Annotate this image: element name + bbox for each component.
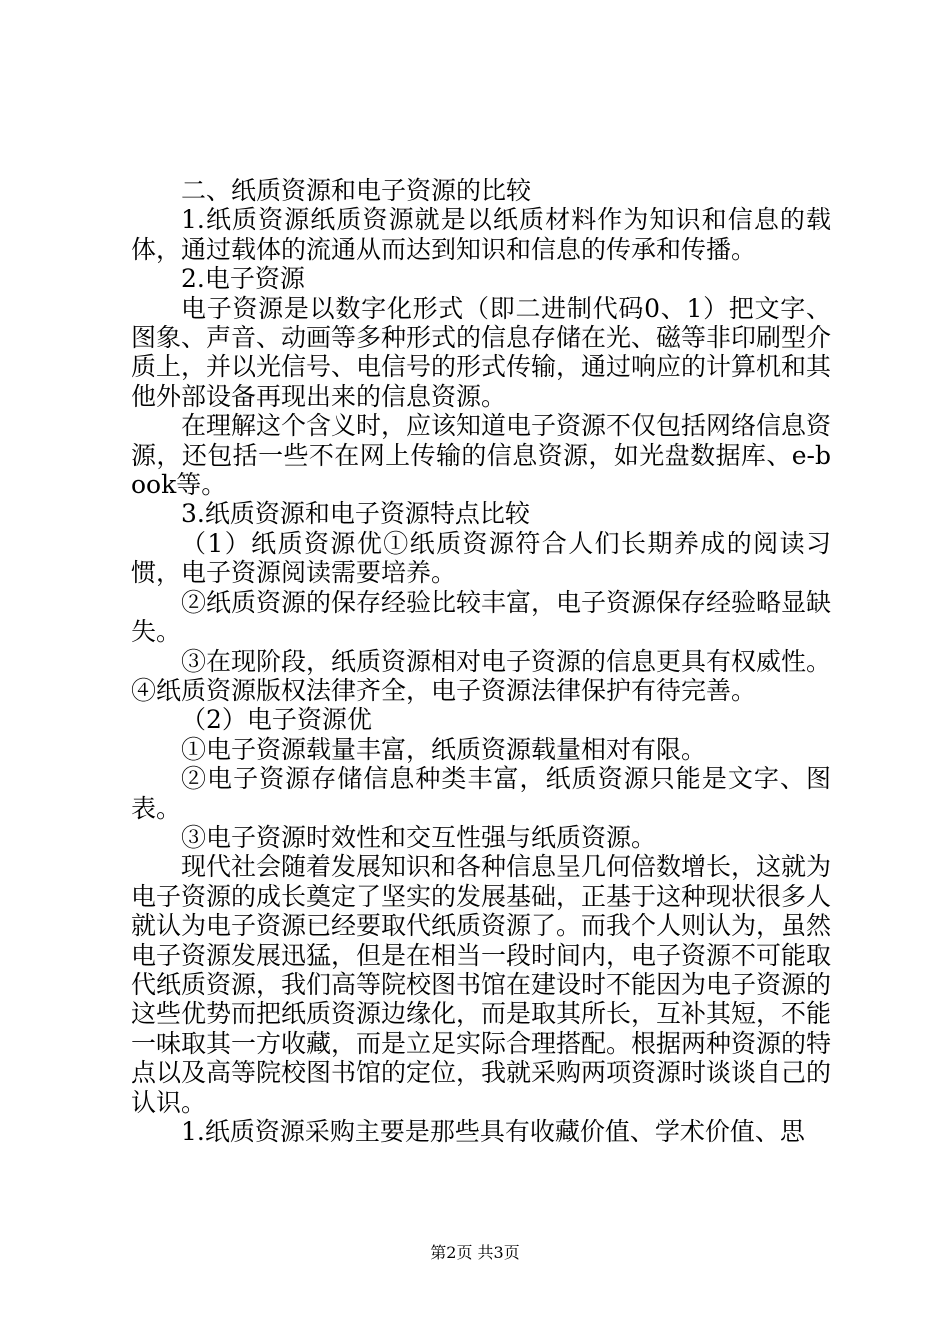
page-number-footer: 第2页 共3页 bbox=[430, 1243, 520, 1262]
paragraph-paper-advantage-2: ②纸质资源的保存经验比较丰富，电子资源保存经验略显缺失。 bbox=[131, 587, 832, 647]
section-heading: 二、纸质资源和电子资源的比较 bbox=[181, 176, 532, 205]
paragraph-purchase: 1.纸质资源采购主要是那些具有收藏价值、学术价值、思 bbox=[181, 1117, 805, 1146]
subheading-comparison: 3.纸质资源和电子资源特点比较 bbox=[181, 499, 530, 529]
paragraph-electronic-advantage-3: ③电子资源时效性和交互性强与纸质资源。 bbox=[181, 822, 657, 852]
paragraph-paper-advantage-3: ③在现阶段，纸质资源相对电子资源的信息更具有权威性。 bbox=[181, 646, 832, 676]
paragraph-electronic-definition: 电子资源是以数字化形式（即二进制代码0、1）把文字、图象、声音、动画等多种形式的信息存储在光、磁等非印刷型介质上，并以光信号、电信号的形式传输，通过响应的计算机和其他外部设备再现出来的信息资源。 bbox=[131, 293, 832, 411]
paragraph-electronic-advantage-1: ①电子资源载量丰富，纸质资源载量相对有限。 bbox=[181, 734, 707, 764]
subheading-electronic-advantage: （2）电子资源优 bbox=[181, 705, 372, 735]
paragraph-paper-advantage-4: ④纸质资源版权法律齐全，电子资源法律保护有待完善。 bbox=[131, 675, 757, 705]
paragraph-meaning: 在理解这个含义时，应该知道电子资源不仅包括网络信息资源，还包括一些不在网上传输的信息资源，如光盘数据库、e-book等。 bbox=[131, 411, 832, 500]
paragraph-discussion: 现代社会随着发展知识和各种信息呈几何倍数增长，这就为电子资源的成长奠定了坚实的发展基础，正基于这种现状很多人就认为电子资源已经要取代纸质资源了。而我个人则认为，虽然电子资源发展迅猛，但是在相当一段时间内，电子资源不可能取代纸质资源，我们高等院校图书馆在建设时不能因为电子资源的这些优势而把纸质资源边缘化，而是取其所长，互补其短，不能一味取其一方收藏，而是立足实际合理搭配。根据两种资源的特点以及高等院校图书馆的定位，我就采购两项资源时谈谈自己的认识。 bbox=[131, 852, 832, 1117]
subheading-electronic: 2.电子资源 bbox=[181, 264, 305, 294]
paragraph-paper-advantage-1: （1）纸质资源优①纸质资源符合人们长期养成的阅读习惯，电子资源阅读需要培养。 bbox=[131, 528, 831, 588]
paragraph-paper-definition: 1.纸质资源纸质资源就是以纸质材料作为知识和信息的载体，通过载体的流通从而达到知识和信息的传承和传播。 bbox=[131, 205, 831, 264]
document-body bbox=[131, 176, 831, 1146]
paragraph-electronic-advantage-2: ②电子资源存储信息种类丰富，纸质资源只能是文字、图表。 bbox=[131, 764, 831, 823]
